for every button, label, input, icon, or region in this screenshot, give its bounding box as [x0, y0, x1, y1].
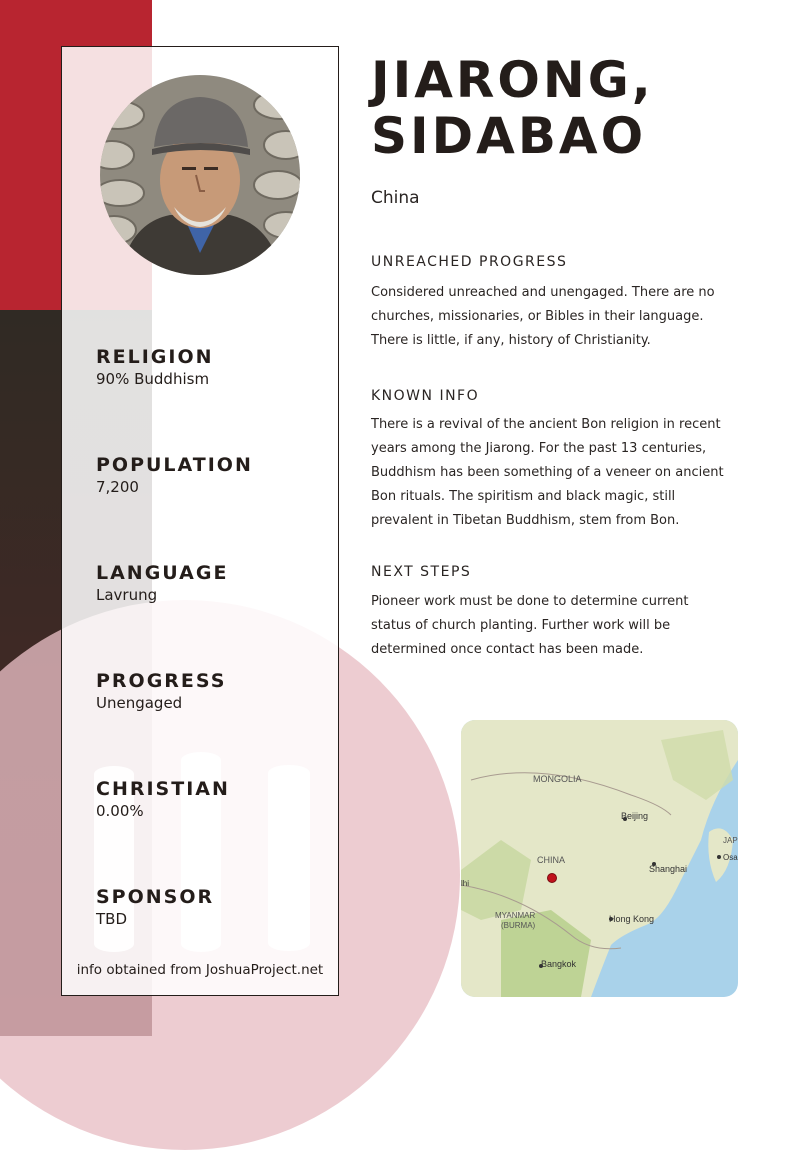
stat-label: LANGUAGE	[96, 562, 229, 584]
stat-value: 0.00%	[96, 802, 144, 820]
stat-population	[96, 454, 253, 496]
body-line: There is little, if any, history of Christianity.	[371, 333, 651, 348]
stat-label: POPULATION	[96, 454, 253, 476]
map-label-china: CHINA	[537, 855, 566, 865]
body-line: years among the Jiarong. For the past 13 centuries,	[371, 441, 707, 456]
section-heading-unreached: UNREACHED PROGRESS	[371, 254, 568, 270]
stat-sponsor	[96, 886, 214, 928]
map-label-myanmar: MYANMAR	[495, 911, 536, 920]
map-label-beijing: Beijing	[621, 811, 649, 821]
section-heading-known-info: KNOWN INFO	[371, 388, 480, 404]
section-body-known-info	[371, 413, 733, 533]
section-body-next-steps	[371, 590, 733, 662]
stat-language	[96, 562, 228, 604]
map-graphic	[461, 720, 738, 997]
title-line-2: SIDABAO	[371, 107, 647, 165]
stat-religion	[96, 346, 214, 388]
body-line: Pioneer work must be done to determine current	[371, 594, 689, 609]
osaka-dot-icon	[717, 855, 721, 859]
body-line: churches, missionaries, or Bibles in their language.	[371, 309, 704, 324]
map-label-osa: Osa	[723, 853, 738, 862]
stat-value: 7,200	[96, 478, 139, 496]
elderly-man-portrait-icon	[100, 75, 300, 275]
body-line: prevalent in Tibetan Buddhism, stem from Bon.	[371, 513, 680, 528]
stat-label: SPONSOR	[96, 886, 215, 908]
section-heading-next-steps: NEXT STEPS	[371, 564, 472, 580]
map-label-hongkong: Hong Kong	[609, 914, 655, 924]
stat-value: Lavrung	[96, 586, 158, 604]
map-label-jap: JAP	[723, 836, 738, 845]
body-line: determined once contact has been made.	[371, 642, 644, 657]
stat-christian	[96, 778, 230, 820]
map-label-mongolia: MONGOLIA	[533, 774, 582, 784]
body-line: There is a revival of the ancient Bon religion in recent	[371, 417, 721, 432]
stat-value: Unengaged	[96, 694, 183, 712]
map-label-shanghai: Shanghai	[649, 864, 688, 874]
map-label-lhi: lhi	[461, 879, 470, 888]
section-body-unreached	[371, 281, 733, 353]
stat-value: 90% Buddhism	[96, 370, 210, 388]
location-map	[461, 720, 738, 997]
body-line: status of church planting. Further work will be	[371, 618, 671, 633]
stat-label: PROGRESS	[96, 670, 227, 692]
decorative-pillar	[268, 765, 310, 951]
body-line: Buddhism has been something of a veneer on ancient	[371, 465, 724, 480]
stat-label: CHRISTIAN	[96, 778, 230, 800]
stat-label: RELIGION	[96, 346, 214, 368]
country-name: China	[371, 188, 420, 208]
stat-value: TBD	[96, 910, 128, 928]
stat-progress	[96, 670, 226, 712]
portrait-photo	[100, 75, 300, 275]
source-credit: info obtained from JoshuaProject.net	[76, 962, 324, 978]
location-marker-icon	[548, 874, 557, 883]
map-label-bangkok: Bangkok	[541, 959, 577, 969]
body-line: Considered unreached and unengaged. There are no	[371, 285, 715, 300]
page-title	[371, 52, 654, 164]
map-label-burma: (BURMA)	[501, 921, 536, 930]
title-line-1: JIARONG,	[371, 51, 654, 109]
body-line: Bon rituals. The spiritism and black magic, still	[371, 489, 676, 504]
